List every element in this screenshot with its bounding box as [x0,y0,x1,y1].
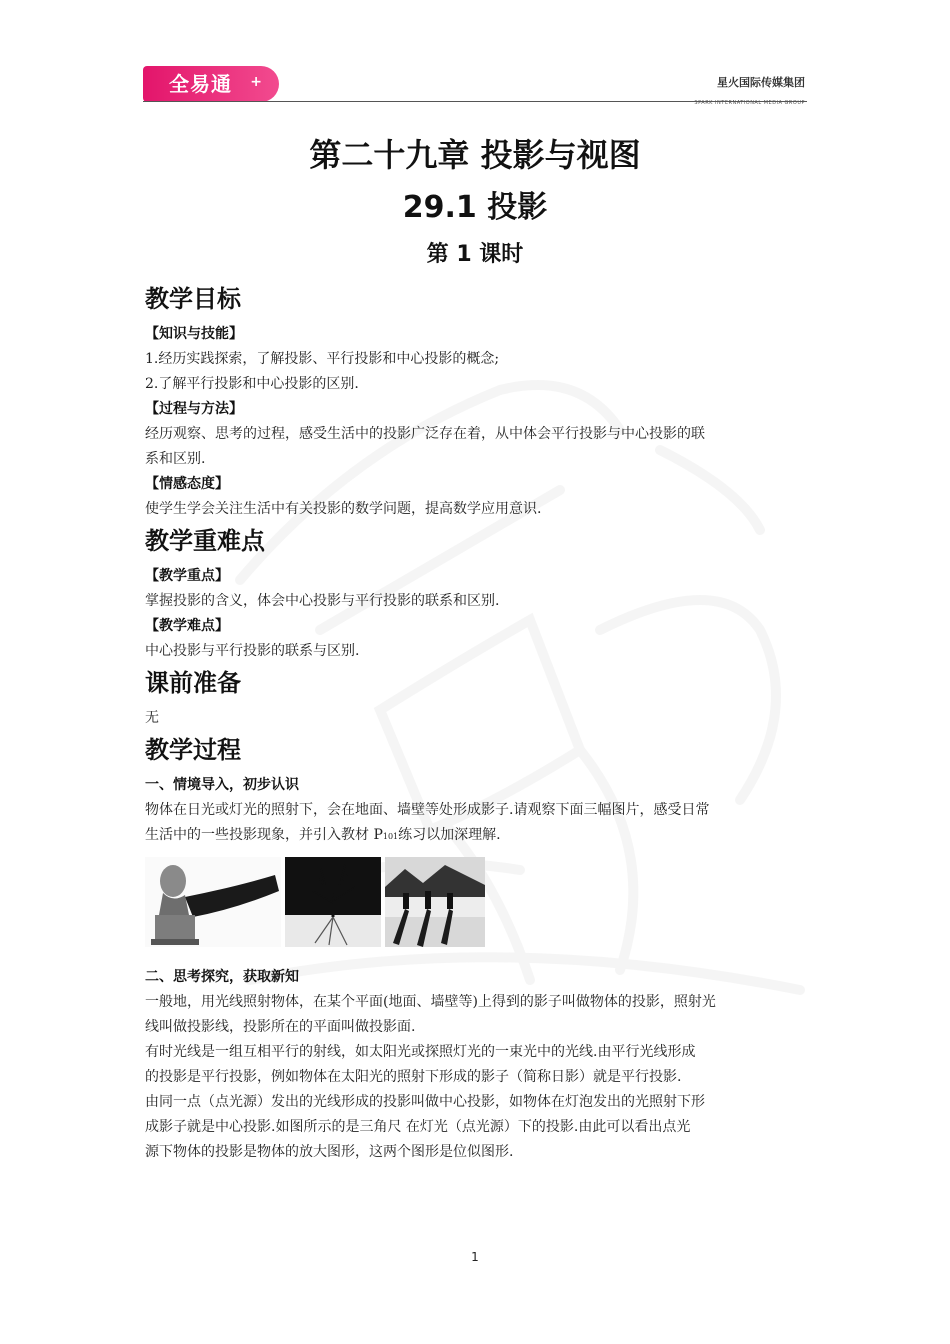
brand-name: 星火国际传媒集团 [717,76,805,89]
difficulty-label: 【教学难点】 [145,618,229,634]
prep-text: 无 [145,710,159,726]
step1-title: 一、情境导入，初步认识 [145,777,299,793]
section-title: 29.1 投影 [402,190,548,225]
page-reference-subscript: 101 [382,832,399,841]
step1-line-2-a: 生活中的一些投影现象，并引入教材 P [145,827,383,843]
process-label: 【过程与方法】 [145,401,243,417]
process-heading: 教学过程 [145,736,241,764]
focus-label: 【教学重点】 [145,568,229,584]
chapter-title: 第二十九章 投影与视图 [309,136,641,174]
header-divider [143,101,807,102]
key-points-heading: 教学重难点 [145,527,265,555]
logo-text: 全易通 [169,72,232,96]
brand-block [694,74,805,116]
step2-line-6: 成影子就是中心投影.如图所示的是三角尺 在灯光（点光源）下的投影.由此可以看出点光 [145,1119,691,1135]
lesson-title: 第 1 课时 [426,242,524,267]
skiers-shadow-photo [385,857,485,947]
focus-text: 掌握投影的含义，体会中心投影与平行投影的联系和区别. [145,593,500,609]
bust-shadow-photo [145,857,281,947]
tree-shadow-photo [285,857,381,947]
step2-line-1: 一般地，用光线照射物体，在某个平面(地面、墙壁等)上得到的影子叫做物体的投影，照射光 [145,994,716,1010]
document-body [145,280,810,1165]
knowledge-label: 【知识与技能】 [145,326,243,342]
step2-title: 二、思考探究，获取新知 [145,969,299,985]
page-number: 1 [471,1250,479,1264]
quanyitong-logo [143,66,279,102]
step2-line-5: 由同一点（点光源）发出的光线形成的投影叫做中心投影，如物体在灯泡发出的光照射下形 [145,1094,705,1110]
prep-heading: 课前准备 [145,669,241,697]
emotion-label: 【情感态度】 [145,476,229,492]
knowledge-item-2: 2.了解平行投影和中心投影的区别. [145,376,359,392]
goals-heading: 教学目标 [145,285,241,313]
difficulty-text: 中心投影与平行投影的联系与区别. [145,643,360,659]
step1-line-2 [145,823,810,849]
step2-line-7: 源下物体的投影是物体的放大图形，这两个图形是位似图形. [145,1144,514,1160]
step2-line-2: 线叫做投影线，投影所在的平面叫做投影面. [145,1019,416,1035]
photo-strip [145,857,810,947]
process-text-2: 系和区别. [145,451,206,467]
step2-line-3: 有时光线是一组互相平行的射线，如太阳光或探照灯光的一束光中的光线.由平行光线形成 [145,1044,696,1060]
step1-line-1: 物体在日光或灯光的照射下，会在地面、墙壁等处形成影子.请观察下面三幅图片，感受日常 [145,802,710,818]
section-gap [145,947,810,965]
knowledge-item-1: 1.经历实践探索，了解投影、平行投影和中心投影的概念; [145,351,500,367]
emotion-text: 使学生学会关注生活中有关投影的数学问题，提高数学应用意识. [145,501,542,517]
step1-line-2-b: 练习以加深理解. [398,827,501,843]
brand-subtitle: SPARK INTERNATIONAL MEDIA GROUP [694,100,805,106]
process-text-1: 经历观察、思考的过程，感受生活中的投影广泛存在着，从中体会平行投影与中心投影的联 [145,426,705,442]
step2-line-4: 的投影是平行投影，例如物体在太阳光的照射下形成的影子（简称日影）就是平行投影. [145,1069,682,1085]
logo-star: + [250,74,263,90]
